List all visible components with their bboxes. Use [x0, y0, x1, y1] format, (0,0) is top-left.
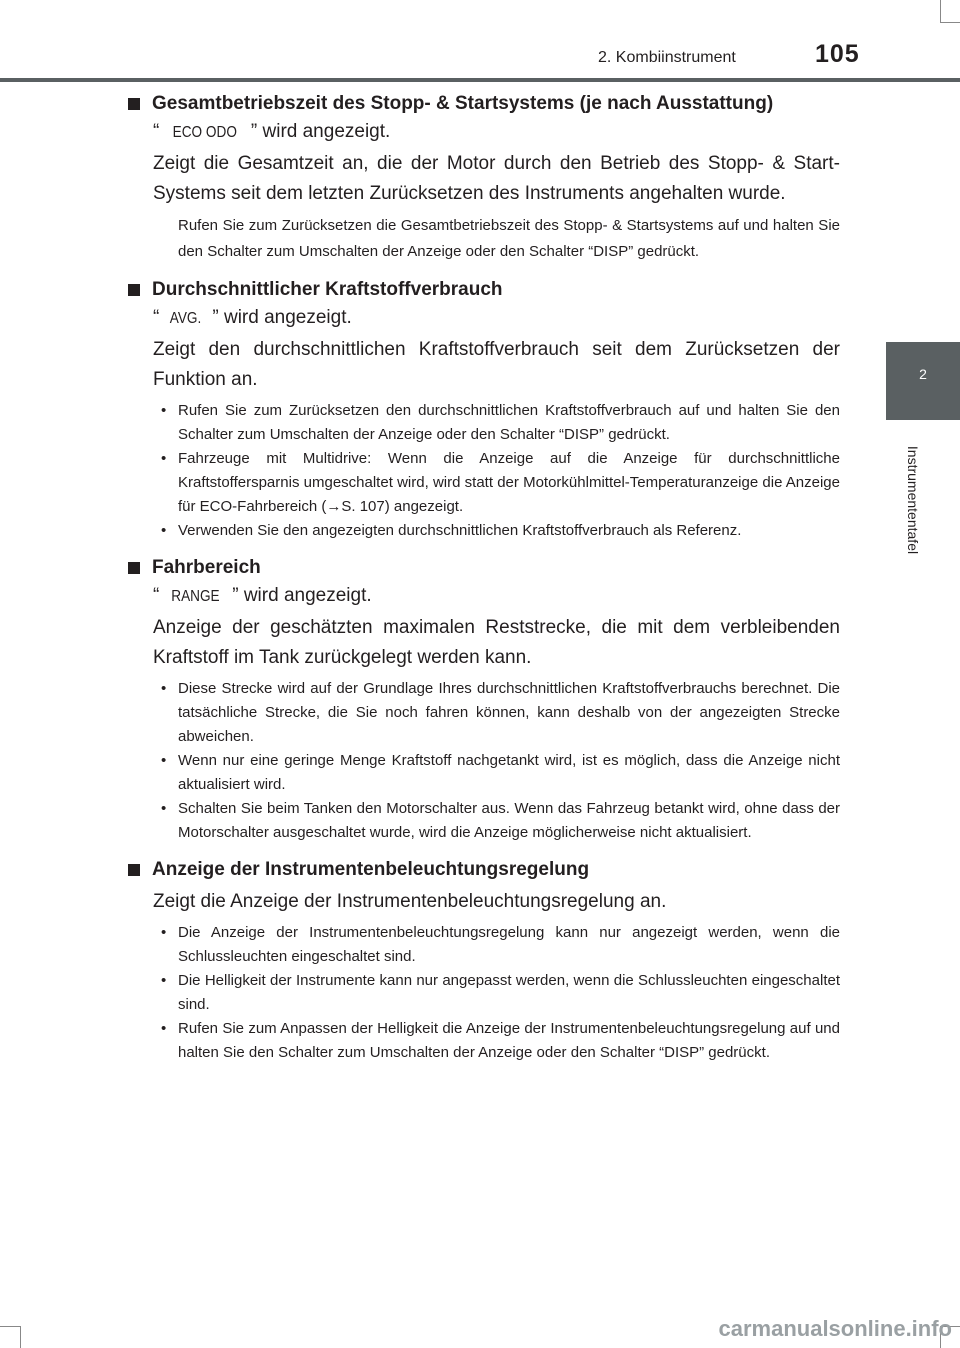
running-header-section: 2. Kombiinstrument	[598, 49, 736, 66]
chapter-label-container	[866, 420, 960, 580]
section-range	[128, 557, 840, 845]
chapter-number: 2	[919, 366, 927, 382]
display-line: “ ECO ODO ” wird angezeigt.	[153, 121, 391, 142]
bullet-list	[153, 677, 840, 845]
section-description: Anzeige der geschätzten maximalen Reststrecke, die mit dem verbleibenden Kraftstoff im Tank zurückgelegt werden kann.	[153, 617, 840, 668]
section-heading	[128, 859, 840, 881]
crop-mark	[940, 22, 960, 23]
heading-square-icon	[128, 98, 140, 110]
section-heading	[128, 93, 840, 115]
chapter-label: Instrumententafel	[905, 445, 921, 555]
list-item: • Rufen Sie zum Anpassen der Helligkeit die Anzeige der Instrumentenbeleuchtungsregelung auf und halten Sie den Schalter zum Umschalten der Anzeige oder den Schalter “DISP” gedrückt.	[153, 1017, 840, 1065]
list-item: • Die Anzeige der Instrumentenbeleuchtungsregelung kann nur angezeigt werden, wenn die Schlussleuchten eingeschaltet sind.	[153, 921, 840, 969]
section-description: Zeigt den durchschnittlichen Kraftstoffverbrauch seit dem Zurücksetzen der Funktion an.	[153, 339, 840, 390]
bullet-list	[153, 921, 840, 1065]
display-symbol: RANGE	[171, 588, 220, 605]
display-suffix: ” wird angezeigt.	[212, 307, 352, 328]
crop-mark	[0, 1326, 20, 1327]
display-suffix: ” wird angezeigt.	[232, 585, 372, 606]
section-description: Zeigt die Gesamtzeit an, die der Motor durch den Betrieb des Stopp- & Start-Systems seit dem letzten Zurücksetzen des Instruments angehalten wurde.	[153, 153, 840, 204]
heading-square-icon	[128, 562, 140, 574]
list-item: • Rufen Sie zum Zurücksetzen den durchschnittlichen Kraftstoffverbrauch auf und halten Sie den Schalter zum Umschalten der Anzeige oder den Schalter “DISP” gedrückt.	[153, 399, 840, 447]
display-line: “ AVG. ” wird angezeigt.	[153, 307, 352, 328]
section-average-fuel	[128, 279, 840, 543]
crop-mark	[940, 0, 941, 22]
heading-text: Anzeige der Instrumentenbeleuchtungsregelung	[152, 859, 590, 880]
heading-text: Durchschnittlicher Kraftstoffverbrauch	[152, 279, 503, 300]
list-item: • Schalten Sie beim Tanken den Motorschalter aus. Wenn das Fahrzeug betankt wird, ohne dass der Motorschalter ausgeschaltet wurde, wird die Anzeige möglicherweise nicht aktualisiert.	[153, 797, 840, 845]
display-suffix: ” wird angezeigt.	[250, 121, 391, 142]
list-item: • Die Helligkeit der Instrumente kann nur angepasst werden, wenn die Schlussleuchten eingeschaltet sind.	[153, 969, 840, 1017]
heading-text: Gesamtbetriebszeit des Stopp- & Startsystems (je nach Ausstattung)	[152, 93, 774, 114]
page-number: 105	[815, 40, 860, 68]
section-illumination-control	[128, 859, 840, 1065]
display-line: “ RANGE ” wird angezeigt.	[153, 585, 372, 606]
page-content	[128, 93, 840, 1079]
display-symbol: ECO ODO	[172, 124, 238, 141]
display-symbol: AVG.	[170, 310, 202, 327]
heading-square-icon	[128, 284, 140, 296]
crop-mark	[20, 1326, 21, 1348]
list-item: • Wenn nur eine geringe Menge Kraftstoff nachgetankt wird, ist es möglich, dass die Anzeige nicht aktualisiert wird.	[153, 749, 840, 797]
watermark: carmanualsonline.info	[718, 1316, 952, 1341]
chapter-tab	[886, 342, 960, 420]
list-item: • Diese Strecke wird auf der Grundlage Ihres durchschnittlichen Kraftstoffverbrauchs berechnet. Die tatsächliche Strecke, die Sie noch fahren können, kann deshalb von der angezeigten Strecke abweichen.	[153, 677, 840, 749]
list-item: • Verwenden Sie den angezeigten durchschnittlichen Kraftstoffverbrauch als Referenz.	[153, 519, 840, 543]
list-item: • Fahrzeuge mit Multidrive: Wenn die Anzeige auf die Anzeige für durchschnittliche Kraftstoffersparnis umgeschaltet wird, wird statt der Motorkühlmittel-Temperaturanzeige die Anzeige für ECO-Fahrbereich (→S. 107) angezeigt.	[153, 447, 840, 519]
section-heading	[128, 557, 840, 579]
bullet-list	[153, 399, 840, 543]
section-heading	[128, 279, 840, 301]
header-rule	[0, 78, 960, 82]
section-description: Zeigt die Anzeige der Instrumentenbeleuchtungsregelung an.	[153, 891, 667, 912]
heading-text: Fahrbereich	[152, 557, 261, 578]
section-stop-start-time	[128, 93, 840, 265]
heading-square-icon	[128, 864, 140, 876]
section-note: Rufen Sie zum Zurücksetzen die Gesamtbetriebszeit des Stopp- & Startsystems auf und halten Sie den Schalter zum Umschalten der Anzeige oder den Schalter “DISP” gedrückt.	[178, 217, 840, 260]
